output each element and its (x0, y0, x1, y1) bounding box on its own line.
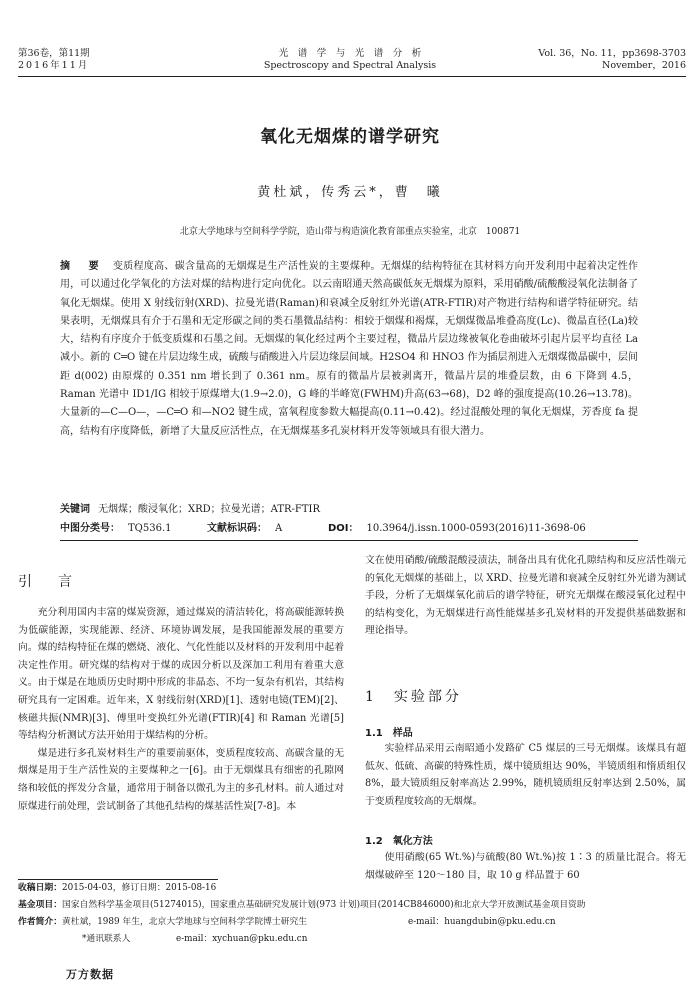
received-label: 收稿日期： (18, 883, 62, 893)
clc-number (60, 519, 172, 534)
author-bio (18, 914, 307, 931)
journal-title-en: Spectroscopy and Spectral Analysis (263, 60, 437, 71)
abstract-text: 变质程度高、碳含量高的无烟煤是生产活性炭的主要煤种。无烟煤的结构特征在其材料方向开发利用中起着决定性作用，可以通过化学氧化的方法对煤的结构进行定向优化。以云南昭通天然高碳低灰无烟煤为原料，采用硝酸/硫酸酸浸氧化法制备了氧化无烟煤。使用 X 射线衍射(XRD)、拉曼光谱(Raman)和衰减全反射红外光谱(ATR-FTIR)对产物进行结构和谱学特征研究。结果表明，无烟煤具有介于石墨和无定形碳之间的类石墨微晶结构：相较于烟煤和褐煤，无烟煤微晶堆叠高度(Lc)、微晶直径(La)较大，结构有序度介于低变质煤和石墨之间。无烟煤的氧化经过两个主要过程，微晶片层边缘被氧化卷曲破坏引起片层平均直径 La 减小。新的 C═O 键在片层边缘生成，硫酸与硝酸进入片层边缘层间域。H2SO4 和 HNO3 作为插层剂进入无烟煤微晶碳中，层间距 d(002) 由原煤的 0.351 nm 增长到了 0.361 nm。原有的微晶片层被剥离开，微晶片层的堆叠层数，由 6 下降到 4.5，Raman 光谱中 ID1/IG 相较于原煤增大(1.9→2.0)，G 峰的半峰宽(FWHM)升高(63→68)，D2 峰的强度提高(10.26→13.78)。大量新的—C—O—，—C═O 和—NO2 键生成，富氧程度参数大幅提高(0.11→0.42)。经过混酸处理的氧化无烟煤，芳香度 fa 提高，结构有序度降低，新增了大量反应活性点，在无烟煤基多孔炭材料开发等领域具有很大潜力。 (60, 261, 638, 437)
doc-code-label: 文献标识码： (207, 523, 267, 534)
right-column-top (365, 552, 686, 640)
doi-label: DOI： (328, 523, 359, 534)
doi (328, 519, 586, 534)
header-right (538, 48, 686, 72)
sample-heading: 1.1 样品 (365, 728, 413, 739)
oxidation-text: 使用硝酸(65 Wt.%)与硫酸(80 Wt.%)按 1∶3 的质量比混合。将无烟煤破碎至 120～180 目，取 10 g 样品置于 60 (365, 852, 686, 881)
corresponding-email: e-mail：xychuan@pku.edu.cn (176, 934, 308, 944)
fund-label: 基金项目： (18, 900, 62, 910)
keywords (60, 500, 320, 515)
oxidation-section (365, 849, 686, 884)
intro-paragraph-continued: 文在使用硝酸/硫酸混酸浸渍法，制备出具有优化孔隙结构和反应活性端元的氧化无烟煤的基础上，以 XRD、拉曼光谱和衰减全反射红外光谱为测试手段，分析了无烟煤氧化前后的谱学特征，研究无烟煤在酸浸氧化过程中的结构变化，为无烟煤进行高性能煤基多孔炭材料的开发提供基础数据和理论指导。 (365, 555, 686, 637)
author-bio-label: 作者简介： (18, 917, 62, 927)
experiment-heading: 1 实验部分 (365, 689, 462, 705)
author-email: e-mail：huangdubin@pku.edu.cn (408, 917, 556, 927)
doi-value: 10.3964/j.issn.1000-0593(2016)11-3698-06 (366, 523, 586, 534)
document-code (207, 519, 282, 534)
keywords-text: 无烟煤；酸浸氧化；XRD；拉曼光谱；ATR-FTIR (98, 504, 321, 515)
fund-info (18, 897, 686, 914)
doc-code-value: A (275, 523, 283, 534)
intro-heading: 引 言 (18, 574, 78, 590)
received-value: 2015-04-03，修订日期：2015-08-16 (62, 883, 217, 893)
header-volume-en: Vol. 36，No. 11，pp3698-3703 (538, 48, 686, 59)
header-date-en: November，2016 (602, 60, 686, 71)
abstract-label: 摘 要 (60, 261, 103, 272)
fund-value: 国家自然科学基金项目(51274015)，国家重点基础研究发展计划(973 计划)项目(2014CB846000)和北京大学开放测试基金项目资助 (62, 900, 586, 910)
corresponding-author: *通讯联系人 (82, 934, 131, 944)
paper-title: 氧化无烟煤的谱学研究 (260, 127, 440, 147)
oxidation-heading: 1.2 氧化方法 (365, 836, 433, 847)
received-date (18, 880, 216, 897)
header-rule (18, 76, 686, 77)
intro-paragraph-1: 充分利用国内丰富的煤炭资源，通过煤炭的清洁转化，将高碳能源转换为低碳能源，实现能源、经济、环境协调发展，是我国能源发展的重要方向。煤的结构特征在煤的燃烧、液化、气化性能以及材料的开发利用中起着决定性作用。研究煤的结构对于煤的成因分析以及深加工利用有着重大意义。由于煤是在地质历史时期中形成的非晶态、不均一复杂有机岩，其结构研究具有一定困难。近年来，X 射线衍射(XRD)[1]、透射电镜(TEM)[2]、核磁共振(NMR)[3]、傅里叶变换红外光谱(FTIR)[4] 和 Raman 光谱[5] 等结构分析测试方法开始用于煤结构的分析。 (18, 607, 344, 742)
journal-title-cn: 光 谱 学 与 光 谱 分 析 (278, 48, 422, 59)
abstract (60, 258, 638, 441)
keywords-label: 关键词 (60, 504, 90, 515)
author-list: 黄杜斌，传秀云*，曹 曦 (257, 185, 443, 200)
sample-text: 实验样品采用云南昭通小发路矿 C5 煤层的三号无烟煤。该煤具有超低灰、低硫、高碳的特殊性质，煤中镜质组达 90%，半镜质组和惰质组仅 8%，最大镜质组反射率高达 2.99%，随机镜质组反射率达到 2.50%，属于变质程度较高的无烟煤。 (365, 743, 686, 807)
author-bio-value: 黄杜斌，1989 年生，北京大学地球与空间科学学院博士研究生 (62, 917, 308, 927)
sample-section (365, 740, 686, 810)
intro-paragraph-2: 煤是进行多孔炭材料生产的重要前驱体，变质程度较高、高碳含量的无烟煤是用于生产活性炭的主要煤种之一[6]。由于无烟煤具有细密的孔隙网络和较低的挥发分含量，通常用于制备以微孔为主的多孔材料。前人通过对原煤进行前处理，尝试制备了其他孔结构的煤基活性炭[7-8]。本 (18, 747, 344, 812)
clc-label: 中图分类号： (60, 523, 120, 534)
header-volume: 第36卷，第11期 (18, 48, 90, 59)
clc-value: TQ536.1 (128, 523, 172, 534)
left-column (18, 604, 344, 815)
abstract-rule (60, 540, 638, 541)
affiliation: 北京大学地球与空间科学学院，造山带与构造演化教育部重点实验室，北京 100871 (179, 227, 521, 237)
wanfang-logo: 万方数据 (66, 968, 114, 981)
header-date: 2016年11月 (18, 60, 90, 71)
